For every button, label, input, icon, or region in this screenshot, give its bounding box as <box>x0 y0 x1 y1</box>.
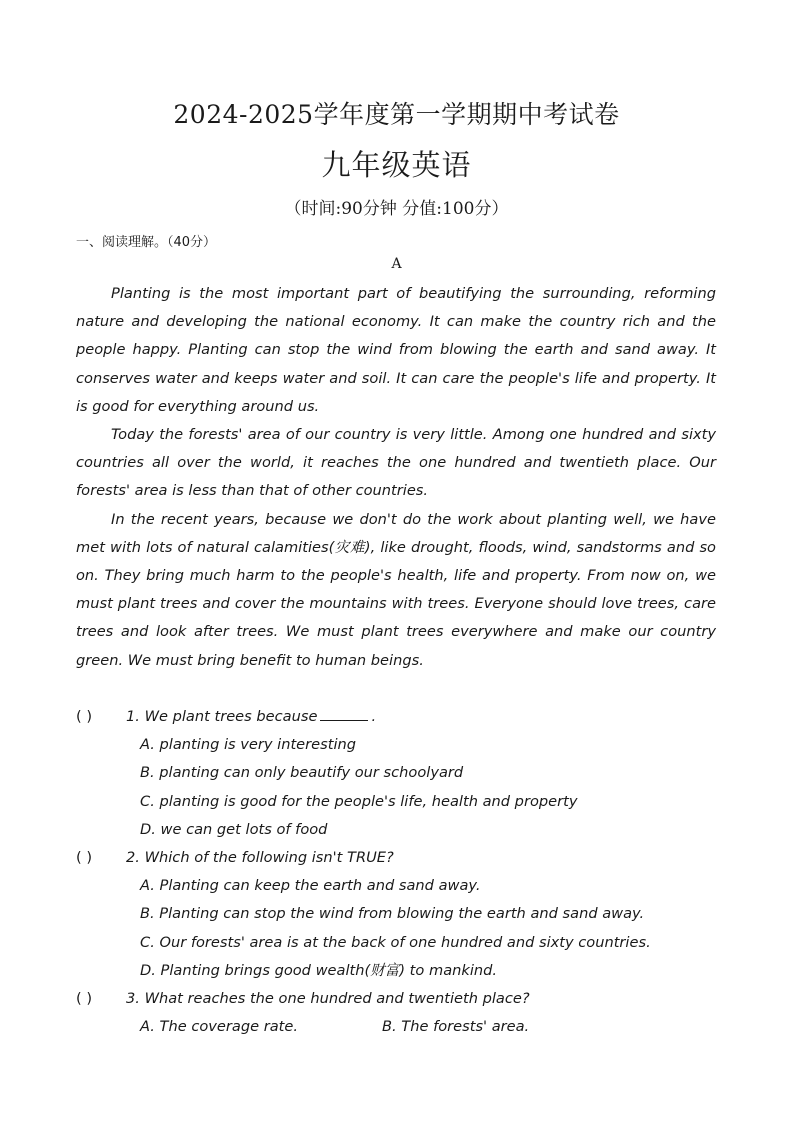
option-row <box>76 1013 736 1041</box>
question-list <box>76 703 736 1041</box>
question-text: 1. We plant trees because <box>126 708 318 725</box>
section-heading: 一、阅读理解。（40分） <box>76 235 217 250</box>
passage-paragraph: Today the forests' area of our country is very little. Among one hundred and sixty countries all over the world, it reaches the one hundred and twentieth place. Our forests' area is less than that of other countries. <box>76 426 716 500</box>
option-a: A. Planting can keep the earth and sand away. <box>140 877 481 895</box>
option-d: D. Planting brings good wealth(财富) to mankind. <box>140 961 498 979</box>
passage-paragraph: In the recent years, because we don't do the work about planting well, we have met with lots of natural calamities(灾难), like drought, floods, wind, sandstorms and so on. They bring much harm to the people's health, life and property. From now on, we must plant trees and cover the mountains with trees. Everyone should love trees, care trees and look after trees. We must plant trees everywhere and make our country green. We must bring benefit to human beings. <box>76 510 716 669</box>
option-c: C. Our forests' area is at the back of one hundred and sixty countries. <box>140 933 651 951</box>
answer-bracket[interactable]: ( ) <box>76 990 93 1008</box>
question-text: 3. What reaches the one hundred and twentieth place? <box>126 990 530 1008</box>
exam-title: 2024-2025学年度第一学期期中考试卷 <box>173 100 620 129</box>
passage-letter: A <box>391 256 402 272</box>
answer-bracket[interactable]: ( ) <box>76 708 93 725</box>
option-a: A. planting is very interesting <box>140 736 357 754</box>
option-d: D. we can get lots of food <box>140 820 328 838</box>
option-b: B. planting can only beautify our schoolyard <box>140 764 464 782</box>
exam-subject: 九年级英语 <box>321 148 472 182</box>
reading-passage <box>76 280 716 675</box>
question-2-stem <box>76 844 736 872</box>
option-a: A. The coverage rate. <box>140 1018 298 1036</box>
option-c: C. planting is good for the people's life, health and property <box>140 792 578 810</box>
option-b: B. Planting can stop the wind from blowing the earth and sand away. <box>140 905 645 923</box>
answer-blank <box>320 706 368 721</box>
question-3-stem <box>76 985 736 1013</box>
question-text-end: . <box>371 708 377 725</box>
exam-time-score: （时间:90分钟 分值:100分） <box>284 199 509 219</box>
answer-bracket[interactable]: ( ) <box>76 849 93 867</box>
question-text: 2. Which of the following isn't TRUE? <box>126 849 394 867</box>
question-1-stem <box>76 703 736 731</box>
option-b: B. The forests' area. <box>382 1018 530 1036</box>
passage-paragraph: Planting is the most important part of beautifying the surrounding, reforming nature and developing the national economy. It can make the country rich and the people happy. Planting can stop the wind from blowing the earth and sand away. It conserves water and keeps water and soil. It can care the people's life and property. It is good for everything around us. <box>76 285 716 415</box>
